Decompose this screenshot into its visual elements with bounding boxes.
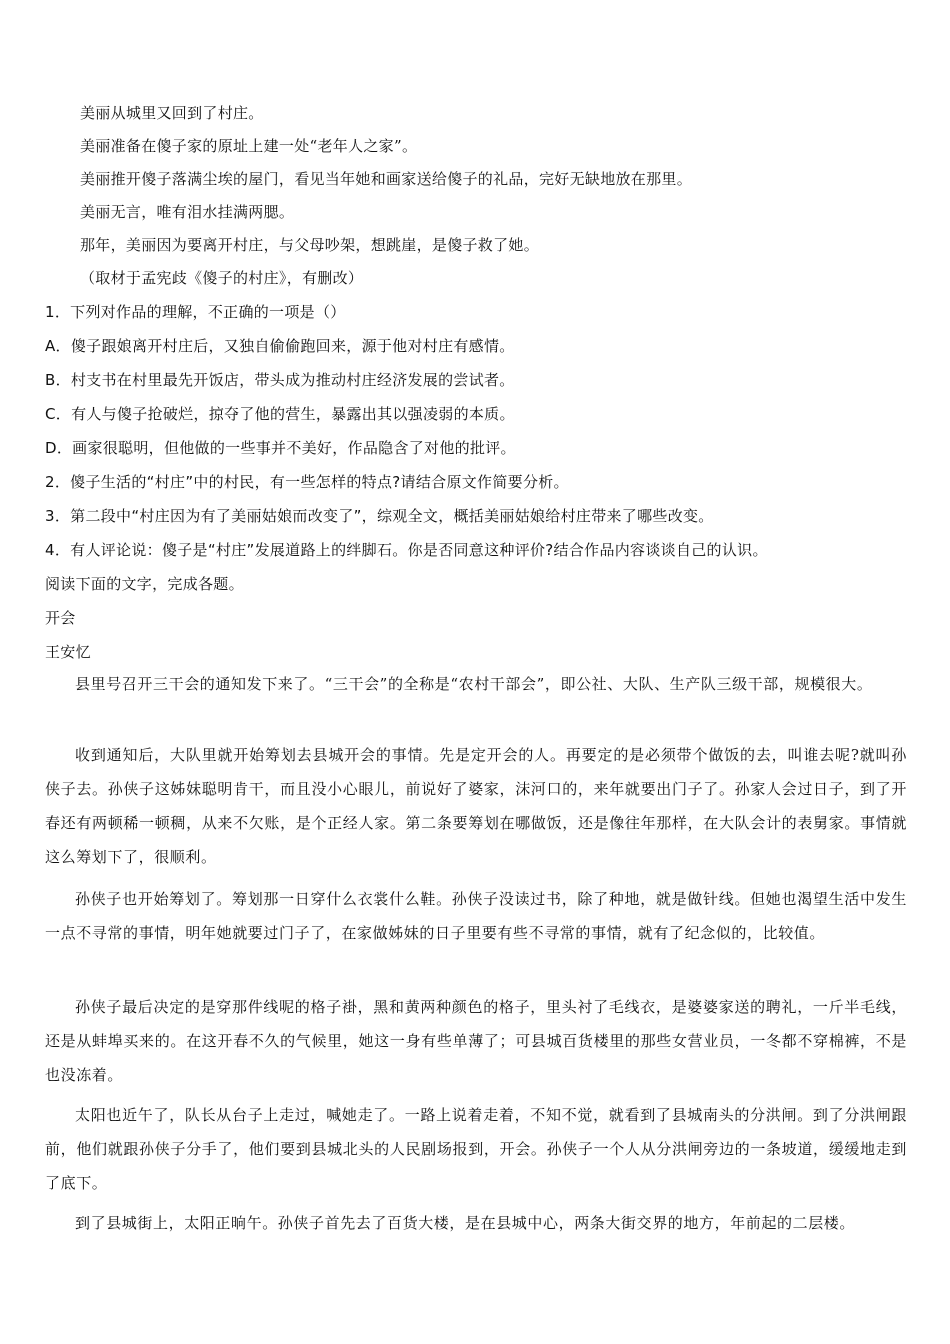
excerpt-line: 那年，美丽因为要离开村庄，与父母吵架，想跳崖，是傻子救了她。 xyxy=(80,236,540,254)
story-paragraph: 太阳也近午了，队长从台子上走过，喊她走了。一路上说着走着，不知不觉，就看到了县城南头的分洪闸。到了分洪闸跟前，他们就跟孙侠子分手了，他们要到县城北头的人民剧场报到，开会。孙侠子一个人从分洪闸旁边的一条坡道，缓缓地走到了底下。 xyxy=(45,1106,907,1192)
option-b: B．村支书在村里最先开饭店，带头成为推动村庄经济发展的尝试者。 xyxy=(45,371,515,389)
excerpt-line: 美丽推开傻子落满尘埃的屋门，看见当年她和画家送给傻子的礼品，完好无缺地放在那里。 xyxy=(80,170,693,188)
story-paragraph: 孙侠子也开始筹划了。筹划那一日穿什么衣裳什么鞋。孙侠子没读过书，除了种地，就是做针线。但她也渴望生活中发生一点不寻常的事情，明年她就要过门子了，在家做姊妹的日子里要有些不寻常的事情，就有了纪念似的，比较值。 xyxy=(45,890,907,942)
story-author: 王安忆 xyxy=(45,643,91,661)
option-c: C．有人与傻子抢破烂，掠夺了他的营生，暴露出其以强凌弱的本质。 xyxy=(45,405,515,423)
story-paragraph: 孙侠子最后决定的是穿那件线呢的格子褂，黑和黄两种颜色的格子，里头衬了毛线衣，是婆婆家送的聘礼，一斤半毛线，还是从蚌埠买来的。在这开春不久的气候里，她这一身有些单薄了；可县城百货楼里的那些女营业员，一冬都不穿棉裤，不是也没冻着。 xyxy=(45,998,907,1084)
question-3: 3．第二段中“村庄因为有了美丽姑娘而改变了”，综观全文，概括美丽姑娘给村庄带来了哪些改变。 xyxy=(45,507,714,525)
reading-instruction: 阅读下面的文字，完成各题。 xyxy=(45,575,244,593)
excerpt-line: 美丽准备在傻子家的原址上建一处“老年人之家”。 xyxy=(80,137,418,155)
excerpt-line: 美丽无言，唯有泪水挂满两腮。 xyxy=(80,203,295,221)
excerpt-source: （取材于孟宪歧《傻子的村庄》，有删改） xyxy=(80,269,364,287)
option-a: A．傻子跟娘离开村庄后，又独自偷偷跑回来，源于他对村庄有感情。 xyxy=(45,337,515,355)
story-paragraph: 县里号召开三干会的通知发下来了。“三干会”的全称是“农村干部会”，即公社、大队、生产队三级干部，规模很大。 xyxy=(75,675,873,693)
question-4: 4．有人评论说：傻子是“村庄”发展道路上的绊脚石。你是否同意这种评价?结合作品内容谈谈自己的认识。 xyxy=(45,541,768,559)
question-1: 1．下列对作品的理解，不正确的一项是（） xyxy=(45,303,346,321)
story-paragraph: 收到通知后，大队里就开始筹划去县城开会的事情。先是定开会的人。再要定的是必须带个做饭的去，叫谁去呢?就叫孙侠子去。孙侠子这姊妹聪明肯干，而且没小心眼儿，前说好了婆家，沫河口的，来年就要出门子了。孙家人会过日子，到了开春还有两顿稀一顿稠，从来不欠账，是个正经人家。第二条要筹划在哪做饭，还是像往年那样，在大队会计的表舅家。事情就这么筹划下了，很顺利。 xyxy=(45,746,907,866)
question-2: 2．傻子生活的“村庄”中的村民，有一些怎样的特点?请结合原文作简要分析。 xyxy=(45,473,569,491)
story-paragraph: 到了县城街上，太阳正晌午。孙侠子首先去了百货大楼，是在县城中心，两条大街交界的地方，年前起的二层楼。 xyxy=(75,1214,856,1232)
excerpt-line: 美丽从城里又回到了村庄。 xyxy=(80,104,264,122)
option-d: D．画家很聪明，但他做的一些事并不美好，作品隐含了对他的批评。 xyxy=(45,439,516,457)
story-title: 开会 xyxy=(45,609,76,627)
